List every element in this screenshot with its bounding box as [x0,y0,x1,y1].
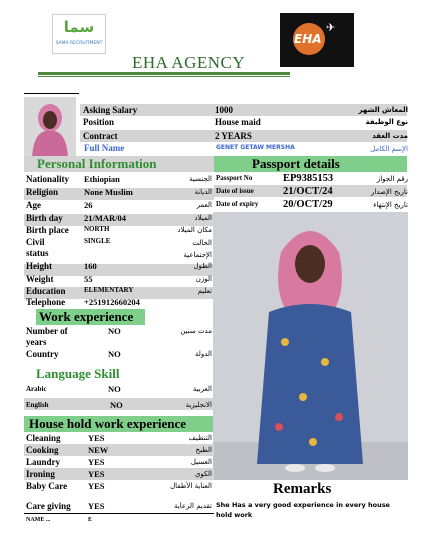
cleaning-label: Cleaning [26,433,61,443]
arabic-arabic: العربية [192,385,212,393]
birth-day-arabic: الميلاد [194,214,212,222]
country-arabic: الدولة [194,350,212,358]
birth-place-label: Birth place [26,225,69,235]
arabic-value: NO [108,384,121,394]
position-label: Position [83,117,115,127]
baby-care-value: YES [88,481,105,491]
birth-day-value: 21/MAR/04 [84,213,127,223]
civil-status-value: SINGLE [84,237,111,245]
header-rule-thin [38,76,290,77]
weight-arabic: الوزن [195,275,212,283]
english-value: NO [110,400,123,410]
cooking-arabic: الطبخ [195,446,212,454]
height-value: 160 [84,261,97,271]
header [0,0,430,80]
date-of-issue-label: Date of issue [216,187,254,195]
language-skill-title: Language Skill [36,366,120,381]
full-name-value: GENET GETAW MERSHA [216,144,295,151]
footer-name-label: NAME ... [26,517,51,523]
laundry-label: Laundry [26,457,61,467]
full-photo-figure [213,212,408,480]
laundry-value: YES [88,457,105,467]
number-of-years-arabic: مدت سنين [180,327,212,335]
height-label: Height [26,261,52,271]
cleaning-value: YES [88,433,105,443]
care-giving-arabic: تقديم الرعاية [174,502,212,510]
age-arabic: العمر [196,201,212,209]
height-arabic: الطول [193,262,212,270]
age-label: Age [26,200,41,210]
asking-salary-arabic: المعاش الشهر [358,106,408,114]
country-value: NO [108,349,121,359]
eha-logo [280,13,354,67]
small-photo [24,97,76,157]
asking-salary-label: Asking Salary [83,105,138,115]
passport-no-value: EP9385153 [283,173,334,184]
contract-label: Contract [83,131,118,141]
footer-name-value: E [88,517,93,523]
small-photo-figure [24,97,76,157]
education-arabic: تعليم [197,287,212,295]
header-rule-thick [38,72,290,75]
religion-label: Religion [26,187,59,197]
personal-title: Personal Information [37,156,157,171]
date-of-expiry-label: Date of expiry [216,200,259,208]
remarks-title: Remarks [273,481,332,497]
age-value: 26 [84,200,93,210]
telephone-label: Telephone [26,297,66,307]
asking-salary-value: 1000 [215,105,233,115]
arabic-label: Arabic [26,385,47,393]
care-giving-value: YES [88,501,105,511]
passport-title: Passport details [214,156,407,172]
work-experience-title: Work experience [36,309,145,325]
cooking-value: NEW [88,445,109,455]
date-of-issue-value: 21/OCT/24 [283,186,333,197]
footer-rule [24,513,214,514]
remarks-text: She Has a very good experience in every house hold work [216,501,390,519]
passport-no-label: Passport No [216,174,253,182]
sama-logo [52,14,106,54]
baby-care-label: Baby Care [26,481,68,491]
passport-no-arabic: رقم الجواز [376,175,408,183]
weight-label: Weight [26,274,54,284]
full-name-arabic: الإسم الكامل [370,145,408,153]
cooking-label: Cooking [26,445,59,455]
sama-logo-text: سما [63,18,95,36]
top-rule [24,93,79,94]
position-value: House maid [215,117,261,127]
nationality-value: Ethiopian [84,174,120,184]
religion-arabic: الديانة [194,188,212,196]
eha-logo-text: EHA [294,32,322,46]
number-of-years-value: NO [108,326,121,336]
position-arabic: نوع الوظيفة [365,118,408,126]
cleaning-arabic: التنظيف [188,434,212,442]
plane-icon: ✈ [326,22,336,34]
english-label: English [26,401,49,409]
laundry-arabic: الغسيل [190,458,212,466]
number-of-years-label: Number of years [26,326,68,347]
ironing-label: Ironing [26,469,55,479]
birth-day-label: Birth day [26,213,63,223]
ironing-value: YES [88,469,105,479]
weight-value: 55 [84,274,93,284]
full-photo [213,212,408,480]
civil-status-label: Civil status [26,237,49,258]
country-label: Country [26,349,59,359]
care-giving-label: Care giving [26,501,71,511]
civil-status-arabic: الحالت الإجتماعية [183,239,212,259]
nationality-arabic: الجنسية [189,175,212,183]
date-of-issue-arabic: تاريخ الإصدار [370,188,408,196]
religion-value: None Muslim [84,187,133,197]
sama-logo-subtext: SAMA RECRUITMENT [55,41,103,46]
date-of-expiry-value: 20/OCT/29 [283,199,333,210]
contract-value: 2 YEARS [215,131,252,141]
contract-arabic: مدت العقد [372,132,408,140]
nationality-label: Nationality [26,174,70,184]
education-value: ELEMENTARY [84,286,134,294]
baby-care-arabic: العناية الأطفال [170,482,212,490]
birth-place-value: NORTH [84,225,110,233]
education-label: Education [26,286,66,296]
full-name-label: Full Name [84,143,125,153]
household-title: House hold work experience [24,416,213,432]
date-of-expiry-arabic: تاريخ الإنتهاء [373,201,408,209]
agency-title: EHA AGENCY [132,53,246,72]
telephone-value: +251912660204 [84,297,140,307]
birth-place-arabic: مكان الميلاد [177,226,212,234]
english-arabic: الانجليزية [185,401,212,409]
ironing-arabic: الكوي [194,470,212,478]
